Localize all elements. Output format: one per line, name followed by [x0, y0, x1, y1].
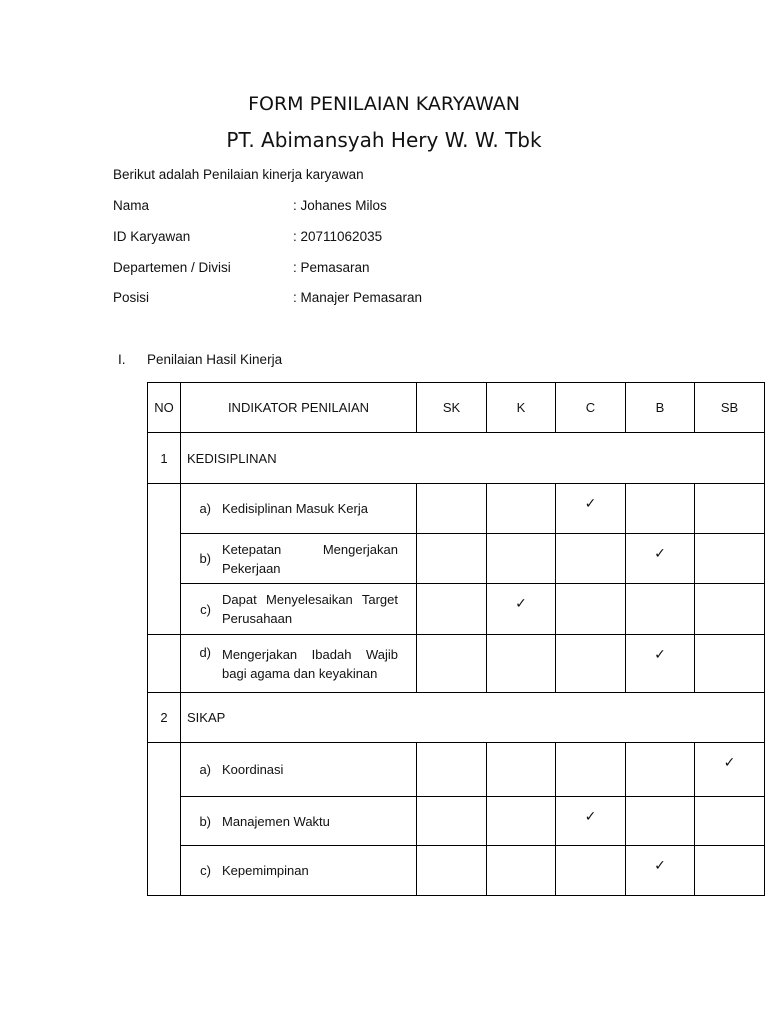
rating-cell[interactable] — [417, 534, 487, 584]
field-value: : Pemasaran — [293, 260, 370, 275]
item-letter: c) — [200, 863, 211, 878]
section-number: I. — [118, 352, 126, 367]
rating-cell[interactable] — [626, 584, 695, 635]
rating-cell[interactable] — [556, 484, 626, 534]
rating-cell[interactable] — [626, 846, 695, 896]
item-text: Mengerjakan Ibadah Wajib bagi agama dan keyakinan — [222, 646, 398, 681]
header-indicator: INDIKATOR PENILAIAN — [181, 383, 417, 433]
rating-cell[interactable] — [417, 797, 487, 846]
intro-text: Berikut adalah Penilaian kinerja karyawan — [113, 167, 364, 182]
item-text: Kedisiplinan Masuk Kerja — [222, 501, 368, 516]
rating-cell[interactable] — [487, 484, 556, 534]
category-number: 2 — [148, 693, 181, 743]
item-letter: c) — [200, 601, 211, 617]
rating-cell[interactable] — [695, 846, 765, 896]
category-number: 1 — [148, 433, 181, 484]
check-mark-icon: ✓ — [584, 496, 597, 512]
rating-cell[interactable] — [556, 743, 626, 797]
empty-no-cell — [148, 484, 181, 635]
rating-cell[interactable] — [556, 534, 626, 584]
check-mark-icon: ✓ — [723, 755, 736, 771]
rating-cell[interactable] — [626, 743, 695, 797]
rating-cell[interactable] — [695, 797, 765, 846]
field-value: : Manajer Pemasaran — [293, 290, 423, 305]
rating-cell[interactable] — [417, 846, 487, 896]
rating-cell[interactable] — [487, 534, 556, 584]
field-label: Posisi — [113, 290, 150, 305]
form-title: FORM PENILAIAN KARYAWAN — [248, 93, 520, 115]
check-mark-icon: ✓ — [654, 647, 666, 663]
field-label: Departemen / Divisi — [113, 260, 231, 275]
rating-cell[interactable] — [626, 484, 695, 534]
empty-no-cell — [148, 635, 181, 693]
rating-cell[interactable] — [556, 635, 626, 693]
header-no: NO — [148, 383, 181, 433]
header-k: K — [487, 383, 556, 433]
item-letter: a) — [199, 501, 211, 516]
rating-cell[interactable] — [417, 743, 487, 797]
table-row — [148, 584, 765, 635]
item-letter: b) — [199, 813, 211, 829]
rating-cell[interactable] — [695, 534, 765, 584]
item-text: Ketepatan Mengerjakan Pekerjaan — [222, 541, 398, 576]
rating-cell[interactable] — [417, 484, 487, 534]
item-text: Manajemen Waktu — [222, 813, 330, 829]
section-title: Penilaian Hasil Kinerja — [147, 352, 283, 367]
empty-no-cell — [148, 743, 181, 896]
rating-cell[interactable] — [417, 635, 487, 693]
category-name: SIKAP — [181, 693, 765, 743]
category-name: KEDISIPLINAN — [181, 433, 765, 484]
header-sk: SK — [417, 383, 487, 433]
rating-cell[interactable] — [487, 635, 556, 693]
rating-cell[interactable] — [695, 584, 765, 635]
table-row — [148, 635, 765, 693]
field-value: : 20711062035 — [293, 229, 383, 244]
rating-cell[interactable] — [695, 743, 765, 797]
rating-cell[interactable] — [695, 635, 765, 693]
item-letter: d) — [199, 644, 211, 660]
rating-cell[interactable] — [695, 484, 765, 534]
indicator-cell — [181, 534, 417, 584]
indicator-cell — [181, 743, 417, 797]
indicator-cell — [181, 584, 417, 635]
header-b: B — [626, 383, 695, 433]
field-value: : Johanes Milos — [293, 198, 387, 213]
rating-cell[interactable] — [487, 584, 556, 635]
table-row — [148, 534, 765, 584]
rating-cell[interactable] — [556, 797, 626, 846]
assessment-table — [147, 382, 765, 896]
indicator-cell — [181, 635, 417, 693]
category-row — [148, 433, 765, 484]
category-row — [148, 693, 765, 743]
rating-cell[interactable] — [487, 797, 556, 846]
field-label: ID Karyawan — [113, 229, 191, 244]
item-text: Kepemimpinan — [222, 863, 309, 878]
table-row — [148, 743, 765, 797]
item-letter: a) — [199, 762, 211, 777]
table-row — [148, 846, 765, 896]
table-row — [148, 484, 765, 534]
company-name: PT. Abimansyah Hery W. W. Tbk — [226, 128, 542, 152]
header-row — [148, 383, 765, 433]
table-row — [148, 797, 765, 846]
header-sb: SB — [695, 383, 765, 433]
rating-cell[interactable] — [487, 743, 556, 797]
indicator-cell — [181, 484, 417, 534]
header-c: C — [556, 383, 626, 433]
rating-cell[interactable] — [626, 635, 695, 693]
field-label: Nama — [113, 198, 150, 213]
check-mark-icon: ✓ — [654, 858, 666, 874]
rating-cell[interactable] — [626, 797, 695, 846]
rating-cell[interactable] — [487, 846, 556, 896]
indicator-cell — [181, 846, 417, 896]
indicator-cell — [181, 797, 417, 846]
check-mark-icon: ✓ — [584, 809, 597, 825]
rating-cell[interactable] — [556, 584, 626, 635]
item-text: Dapat Menyelesaikan Target Perusahaan — [222, 592, 398, 626]
check-mark-icon: ✓ — [654, 546, 666, 562]
check-mark-icon: ✓ — [515, 596, 527, 612]
rating-cell[interactable] — [626, 534, 695, 584]
rating-cell[interactable] — [556, 846, 626, 896]
rating-cell[interactable] — [417, 584, 487, 635]
item-text: Koordinasi — [222, 762, 284, 777]
item-letter: b) — [199, 551, 211, 566]
